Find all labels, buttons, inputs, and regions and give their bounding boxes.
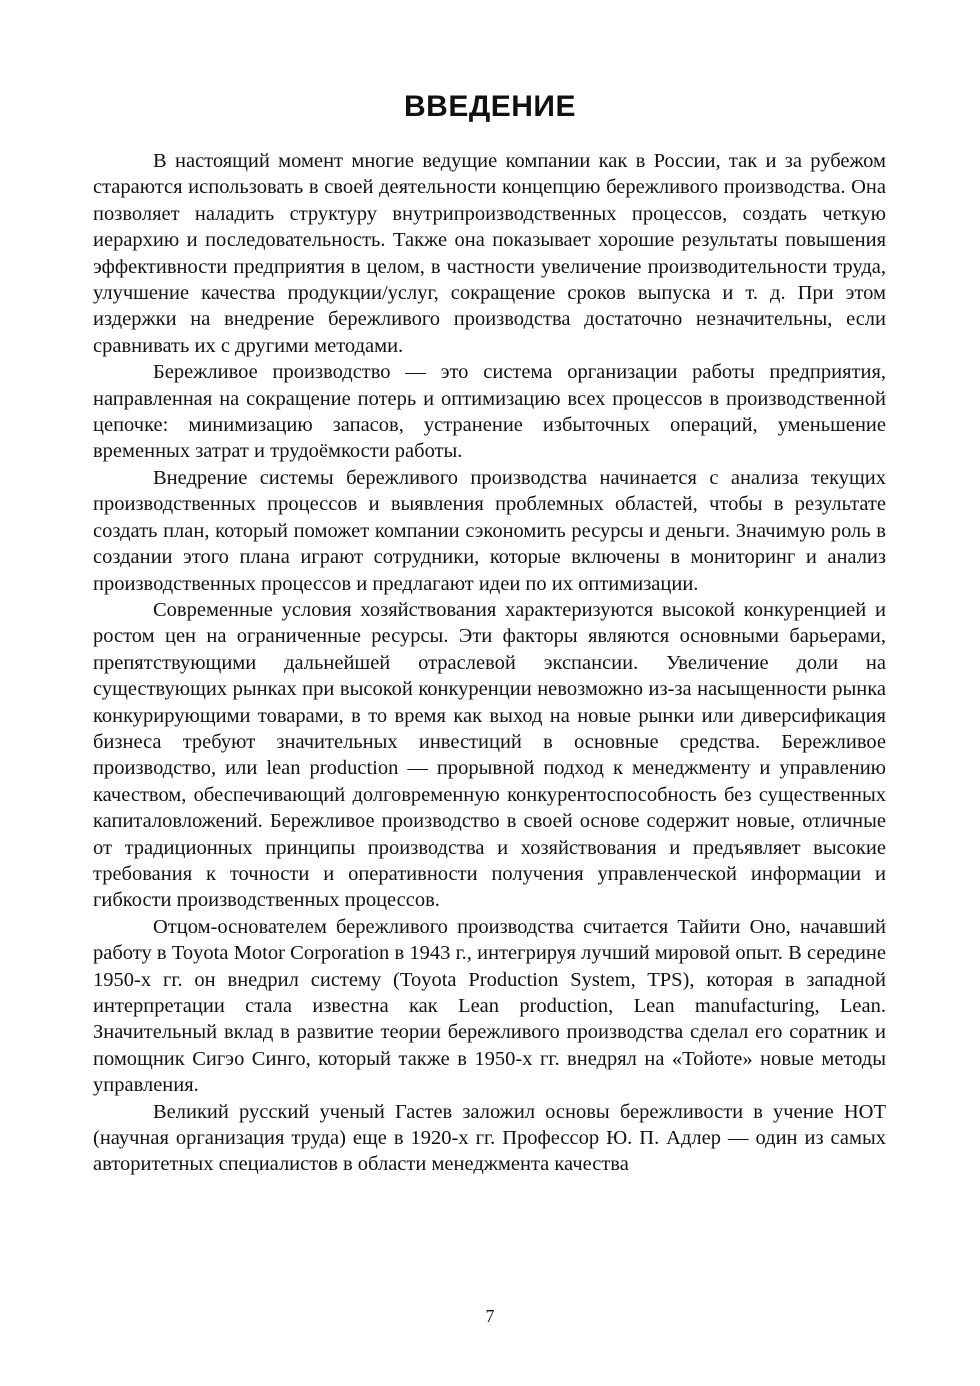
page-number: 7 [485,1306,495,1326]
paragraph-2: Бережливое производство — это система организации работы предприятия, направленная на сокращение потерь и оптимизацию всех процессов в производственной цепочке: минимизацию запасов, устранение избыточных операций, уменьшение временных затрат и трудоёмкости работы. [93,361,886,463]
paragraph-3: Внедрение системы бережливого производства начинается с анализа текущих производственных процессов и выявления проблемных областей, чтобы в результате создать план, который поможет компании сэкономить ресурсы и деньги. Значимую роль в создании этого плана играют сотрудники, которые включены в мониторинг и анализ производственных процессов и предлагают идеи по их оптимизации. [93,466,886,595]
body-text [93,148,886,1178]
paragraph-1: В настоящий момент многие ведущие компании как в России, так и за рубежом стараются использовать в своей деятельности концепцию бережливого производства. Она позволяет наладить структуру внутрипроизводственных процессов, создать четкую иерархию и последовательность. Также она показывает хорошие результаты повышения эффективности предприятия в целом, в частности увеличение производительности труда, улучшение качества продукции/услуг, сокращение сроков выпуска и т. д. При этом издержки на внедрение бережливого производства достаточно незначительны, если сравнивать их с другими методами. [93,150,886,357]
page-title: ВВЕДЕНИЕ [404,90,576,123]
paragraph-5: Отцом-основателем бережливого производства считается Тайити Оно, начавший работу в Toyota Motor Corporation в 1943 г., интегрируя лучший мировой опыт. В середине 1950-х гг. он внедрил систему (Toyota Production System, TPS), которая в западной интерпретации стала известна как Lean production, Lean manufacturing, Lean. Значительный вклад в развитие теории бережливого производства сделал его соратник и помощник Сигэо Синго, который также в 1950-х гг. внедрял на «Тойоте» новые методы управления. [93,915,886,1097]
paragraph-6: Великий русский ученый Гастев заложил основы бережливости в учение НОТ (научная организация труда) еще в 1920-х гг. Профессор Ю. П. Адлер — один из самых авторитетных специалистов в области менеджмента качества [93,1100,886,1176]
paragraph-4: Современные условия хозяйствования характеризуются высокой конкуренцией и ростом цен на ограниченные ресурсы. Эти факторы являются основными барьерами, препятствующими дальнейшей отраслевой экспансии. Увеличение доли на существующих рынках при высокой конкуренции невозможно из-за насыщенности рынка конкурирующими товарами, в то время как выход на новые рынки или диверсификация бизнеса требуют значительных инвестиций в основные средства. Бережливое производство, или lean production — прорывной подход к менеджменту и управлению качеством, обеспечивающий долговременную конкурентоспособность без существенных капиталовложений. Бережливое производство в своей основе содержит новые, отличные от традиционных принципы производства и хозяйствования и предъявляет высокие требования к точности и оперативности получения управленческой информации и гибкости производственных процессов. [93,598,886,912]
